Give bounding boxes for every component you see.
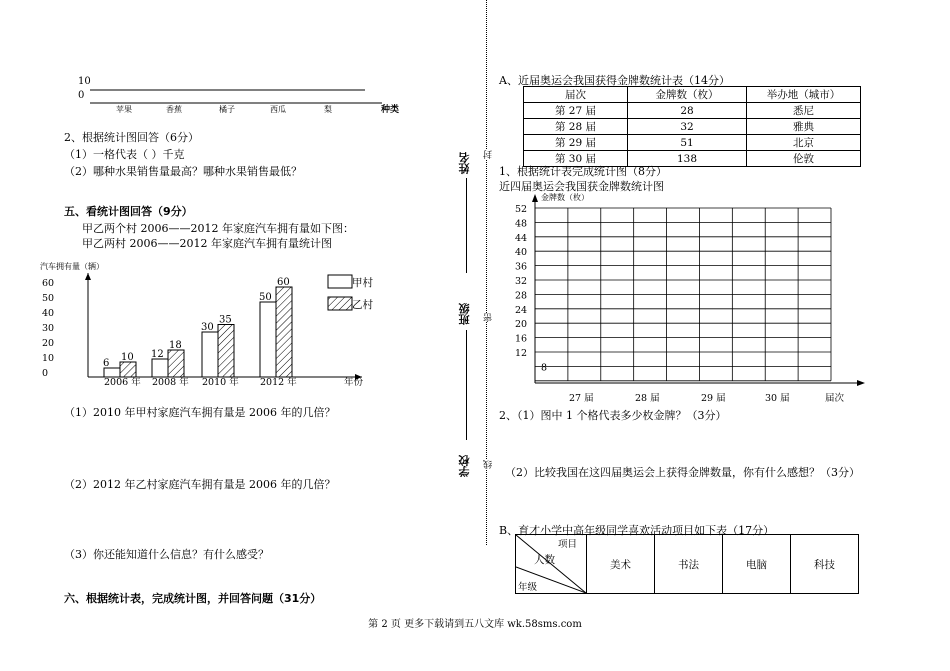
grid-y-arrow (532, 194, 538, 202)
section6-title: 六、根据统计表，完成统计图，并回答问题（31分） (64, 592, 322, 605)
car-x-label: 年份 (344, 377, 364, 388)
fruit-cat-watermelon: 西瓜 (270, 105, 286, 114)
q2-title: 2、根据统计图回答（6分） (64, 131, 199, 144)
bar-value-label: 18 (169, 340, 182, 351)
grid-y-tick: 48 (515, 218, 528, 230)
table-header: 举办地（城市） (747, 87, 861, 103)
grid-x-tick: 27 届 (569, 393, 594, 404)
section5-title: 五、看统计图回答（9分） (64, 205, 193, 218)
seal-char-xian: 线 (484, 460, 494, 469)
corner-label-grade: 年级 (518, 582, 538, 593)
olympic-grid-chart (495, 190, 875, 405)
table-cell: 第 28 届 (524, 119, 628, 135)
table-row (524, 135, 861, 151)
table-row (524, 119, 861, 135)
activity-column-header: 科技 (791, 535, 859, 594)
activity-table (515, 534, 859, 594)
bar-value-label: 35 (219, 314, 232, 326)
grid-y-tick: 40 (515, 247, 528, 259)
fruit-cat-banana: 香蕉 (166, 105, 182, 114)
table-header: 金牌数（枚） (628, 87, 747, 103)
bar-jiacun (260, 302, 276, 377)
bar-yicun (218, 325, 234, 378)
question-2-1: 2、（1）图中 1 个格代表多少枚金牌？（3分） (499, 409, 727, 422)
activity-column-header: 书法 (655, 535, 723, 594)
section5-intro: 甲乙两个村 2006——2012 年家庭汽车拥有量如下图： (82, 222, 354, 235)
car-ownership-chart (40, 255, 440, 395)
legend-label: 甲村 (352, 277, 373, 289)
car-y-arrow (85, 273, 91, 280)
corner-label-project: 项目 (558, 539, 578, 550)
grid-x-tick: 28 届 (635, 393, 660, 404)
grid-x-label: 届次 (825, 393, 845, 404)
sec5-q1: （1）2010 年甲村家庭汽车拥有量是 2006 年的几倍？ (64, 406, 336, 419)
grid-x-tick: 29 届 (701, 393, 726, 404)
table-cell: 伦敦 (747, 151, 861, 167)
table-cell: 北京 (747, 135, 861, 151)
table-cell: 32 (628, 119, 747, 135)
fruit-cat-pear: 梨 (324, 105, 332, 114)
activity-column-header: 电脑 (723, 535, 791, 594)
bar-yicun (276, 287, 292, 377)
car-x-tick: 2008 年 (152, 377, 189, 388)
fruit-tick-0: 0 (78, 90, 85, 101)
bar-jiacun (152, 359, 168, 377)
bar-value-label: 60 (277, 277, 290, 288)
bar-value-label: 50 (259, 292, 272, 303)
fruit-cat-apple: 苹果 (116, 105, 132, 114)
grid-y-tick: 44 (515, 232, 528, 244)
table-cell: 28 (628, 103, 747, 119)
car-x-tick: 2006 年 (104, 377, 141, 388)
sec5-q2: （2）2012 年乙村家庭汽车拥有量是 2006 年的几倍？ (64, 478, 336, 491)
class-field-label: 班级 (458, 303, 471, 325)
grid-x-arrow (857, 380, 865, 386)
school-field-label: 学校 (458, 455, 471, 477)
car-y-tick: 60 (42, 278, 55, 289)
grid-y-tick: 20 (515, 319, 528, 331)
table-cell: 悉尼 (747, 103, 861, 119)
name-field-label: 姓名 (458, 152, 471, 174)
activity-corner-cell (516, 535, 587, 594)
grid-question-1: 1、根据统计表完成统计图（8分） (499, 165, 667, 178)
table-header-row (524, 87, 861, 103)
section-a-title: A、近届奥运会我国获得金牌数统计表（14分） (499, 74, 730, 87)
fruit-cat-orange: 橘子 (219, 105, 235, 114)
table-cell: 第 30 届 (524, 151, 628, 167)
table-cell: 第 29 届 (524, 135, 628, 151)
grid-y-tick: 32 (515, 276, 528, 287)
bar-value-label: 12 (151, 349, 164, 360)
seal-char-feng: 封 (484, 150, 494, 159)
table-header: 届次 (524, 87, 628, 103)
grid-y-tick: 28 (515, 290, 528, 302)
grid-chart-ylabel: 金牌数（枚） (541, 193, 589, 202)
car-y-tick: 50 (42, 293, 55, 304)
grid-y-tick: 36 (515, 261, 528, 273)
car-chart-ylabel: 汽车拥有量（辆） (40, 262, 104, 271)
car-y-tick: 0 (42, 368, 49, 379)
corner-label-count: 人数 (534, 554, 555, 566)
grid-y-tick: 52 (515, 204, 528, 215)
bar-jiacun (202, 332, 218, 377)
sec5-q3: （3）你还能知道什么信息？有什么感受？ (64, 548, 269, 561)
fruit-axis-fragment (0, 0, 480, 120)
table-cell: 第 27 届 (524, 103, 628, 119)
seal-char-mi: 密 (484, 313, 494, 322)
car-y-tick: 30 (42, 323, 55, 334)
name-field-line (466, 178, 467, 273)
section5-chart-title: 甲乙两村 2006——2012 年家庭汽车拥有量统计图 (82, 237, 332, 250)
section-b-title: B、育才小学中高年级同学喜欢活动项目如下表（17分） (499, 524, 775, 537)
bar-yicun (168, 350, 184, 377)
q2-item2: （2）哪种水果销售量最高？哪种水果销售最低？ (64, 165, 302, 178)
question-2-2: （2）比较我国在这四届奥运会上获得金牌数量，你有什么感想？（3分） (505, 466, 860, 479)
table-row (524, 103, 861, 119)
olympic-medal-table (523, 86, 861, 167)
legend-swatch-jiacun (328, 275, 352, 288)
activity-column-header: 美术 (587, 535, 655, 594)
table-cell: 138 (628, 151, 747, 167)
grid-x-tick: 30 届 (765, 393, 790, 404)
grid-chart-title: 近四届奥运会我国获金牌数统计图 (499, 180, 664, 193)
q2-item1: （1）一格代表（ ）千克 (64, 148, 185, 161)
grid-y-tick: 24 (515, 304, 528, 316)
bar-yicun (120, 362, 136, 377)
page-footer: 第 2 页 更多下载请到五八文库 wk.58sms.com (368, 619, 582, 630)
bar-value-label: 30 (201, 322, 214, 333)
car-y-tick: 40 (42, 308, 55, 319)
bar-jiacun (104, 368, 120, 377)
fruit-axis-label: 种类 (381, 105, 400, 115)
car-x-tick: 2010 年 (202, 377, 239, 388)
grid-y-tick: 16 (515, 333, 528, 345)
bar-value-label: 6 (103, 358, 110, 369)
fruit-tick-10: 10 (78, 76, 91, 87)
car-x-tick: 2012 年 (260, 377, 297, 388)
table-cell: 51 (628, 135, 747, 151)
car-y-tick: 20 (42, 338, 55, 349)
table-cell: 雅典 (747, 119, 861, 135)
legend-label: 乙村 (352, 299, 373, 311)
bar-value-label: 10 (121, 352, 134, 363)
legend-swatch-yicun (328, 297, 352, 310)
class-field-line (466, 330, 467, 440)
grid-y-tick: 12 (515, 348, 528, 359)
grid-y-tick: 8 (541, 362, 548, 374)
car-y-tick: 10 (42, 353, 55, 364)
